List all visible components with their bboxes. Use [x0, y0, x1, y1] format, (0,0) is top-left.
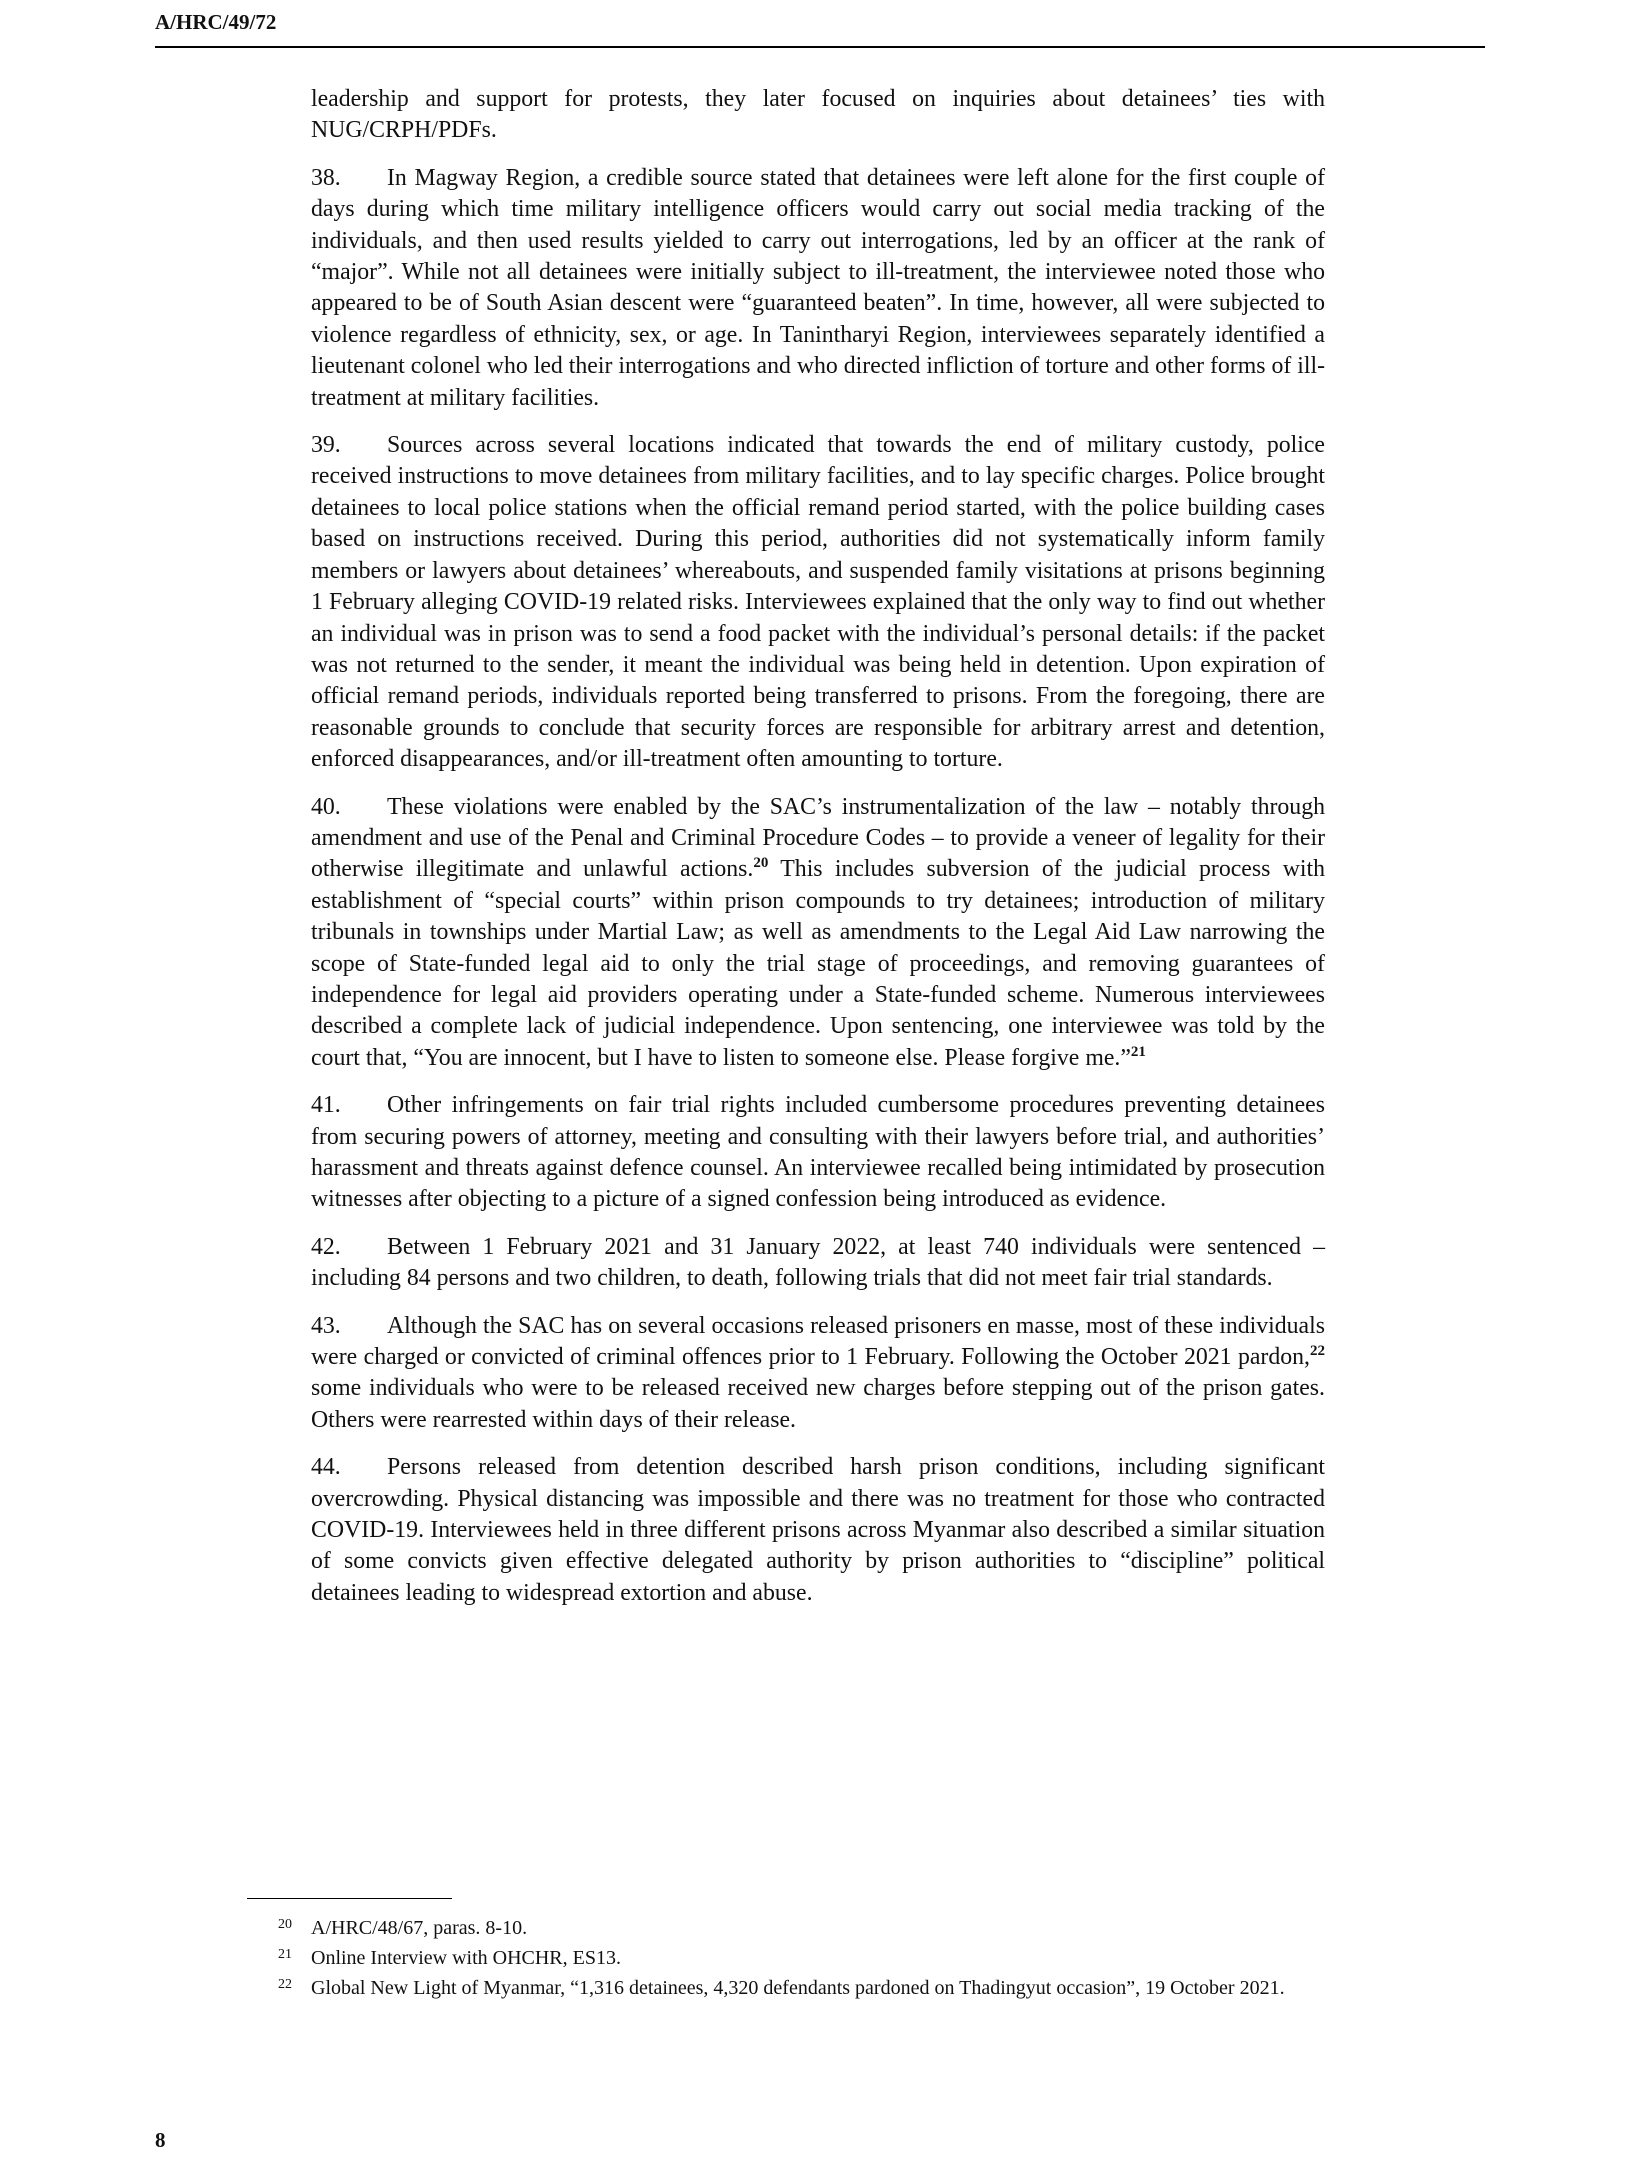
paragraph-text: Other infringements on fair trial rights included cumbersome procedures preventing detainees from securing powers of attorney, meeting and consulting with their lawyers before trial, and authorities’ harassment and threats against defence counsel. An interviewee recalled being intimidated by prosecution witnesses after objecting to a picture of a signed confession being introduced as evidence.	[311, 1092, 1325, 1213]
paragraph-44	[311, 1452, 1325, 1609]
paragraph-text: In Magway Region, a credible source stated that detainees were left alone for the first couple of days during which time military intelligence officers would carry out social media tracking of the individuals, and then used results yielded to carry out interrogations, led by an officer at the rank of “major”. While not all detainees were initially subject to ill-treatment, the interviewee noted those who appeared to be of South Asian descent were “guaranteed beaten”. In time, however, all were subjected to violence regardless of ethnicity, sex, or age. In Tanintharyi Region, interviewees separately identified a lieutenant colonel who led their interrogations and who directed infliction of torture and other forms of ill-treatment at military facilities.	[311, 164, 1325, 411]
paragraph-38	[311, 163, 1325, 414]
header-rule	[155, 46, 1485, 48]
paragraph-continuation: leadership and support for protests, they later focused on inquiries about detainees’ ties with NUG/CRPH/PDFs.	[311, 86, 1325, 144]
paragraph-number: 38.	[311, 164, 341, 191]
footnotes	[278, 1914, 1325, 2004]
footnote-number: 22	[278, 1977, 292, 1992]
paragraph-text: some individuals who were to be released received new charges before stepping out of the prison gates. Others were rearrested within days of their release.	[311, 1375, 1325, 1433]
body-text	[311, 84, 1325, 1625]
paragraph-text: This includes subversion of the judicial process with establishment of “special courts” within prison compounds to try detainees; introduction of military tribunals in townships under Martial Law; as well as amendments to the Legal Aid Law narrowing the scope of State-funded legal aid to only the trial stage of proceedings, and removing guarantees of independence for legal aid providers operating under a State-funded scheme. Numerous interviewees described a complete lack of judicial independence. Upon sentencing, one interviewee was told by the court that, “You are innocent, but I have to listen to someone else. Please forgive me.”	[311, 856, 1325, 1071]
paragraph-number: 44.	[311, 1454, 341, 1481]
footnote-text: Online Interview with OHCHR, ES13.	[311, 1947, 621, 1969]
footnote-ref-22[interactable]: 22	[1310, 1343, 1325, 1360]
paragraph-43	[311, 1311, 1325, 1437]
footnote-separator	[247, 1898, 452, 1899]
footnote-text: A/HRC/48/67, paras. 8-10.	[311, 1917, 528, 1939]
paragraph-number: 39.	[311, 432, 341, 459]
footnote-20	[278, 1914, 1325, 1942]
paragraph-text: These violations were enabled by the SAC’s instrumentalization of the law – notably through amendment and use of the Penal and Criminal Procedure Codes – to provide a veneer of legality for their otherwise illegitimate and unlawful actions.	[311, 793, 1325, 883]
footnote-ref-20[interactable]: 20	[753, 855, 769, 872]
footnote-number: 21	[278, 1947, 292, 1962]
paragraph-41	[311, 1090, 1325, 1216]
paragraph-text: Persons released from detention described harsh prison conditions, including significant overcrowding. Physical distancing was impossible and there was no treatment for those who contracted COVID-19. Interviewees held in three different prisons across Myanmar also described a similar situation of some convicts given effective delegated authority by prison authorities to “discipline” political detainees leading to widespread extortion and abuse.	[311, 1454, 1325, 1606]
paragraph-number: 41.	[311, 1092, 341, 1119]
paragraph-40	[311, 792, 1325, 1075]
footnote-22	[278, 1974, 1325, 2002]
paragraph-39	[311, 430, 1325, 775]
footnote-number: 20	[278, 1917, 292, 1932]
paragraph-text: Between 1 February 2021 and 31 January 2022, at least 740 individuals were sentenced – including 84 persons and two children, to death, following trials that did not meet fair trial standards.	[311, 1233, 1325, 1292]
document-symbol: A/HRC/49/72	[155, 10, 277, 34]
paragraph-number: 42.	[311, 1233, 341, 1260]
paragraph-number: 40.	[311, 793, 341, 820]
paragraph-text: Sources across several locations indicated that towards the end of military custody, police received instructions to move detainees from military facilities, and to lay specific charges. Police brought detainees to local police stations when the official remand period started, with the police building cases based on instructions received. During this period, authorities did not systematically inform family members or lawyers about detainees’ whereabouts, and suspended family visitations at prisons beginning 1 February alleging COVID-19 related risks. Interviewees explained that the only way to find out whether an individual was in prison was to send a food packet with the individual’s personal details: if the packet was not returned to the sender, it meant the individual was being held in detention. Upon expiration of official remand periods, individuals reported being transferred to prisons. From the foregoing, there are reasonable grounds to conclude that security forces are responsible for arbitrary arrest and detention, enforced disappearances, and/or ill-treatment often amounting to torture.	[311, 432, 1325, 773]
paragraph-text: Although the SAC has on several occasions released prisoners en masse, most of these individuals were charged or convicted of criminal offences prior to 1 February. Following the October 2021 pardon,	[311, 1312, 1325, 1371]
paragraph-number: 43.	[311, 1312, 341, 1339]
page-number: 8	[155, 2128, 166, 2152]
footnote-21	[278, 1944, 1325, 1972]
footnote-text: Global New Light of Myanmar, “1,316 detainees, 4,320 defendants pardoned on Thadingyut occasion”, 19 October 2021.	[311, 1977, 1285, 1999]
footnote-ref-21[interactable]: 21	[1130, 1043, 1146, 1060]
paragraph-42	[311, 1232, 1325, 1295]
